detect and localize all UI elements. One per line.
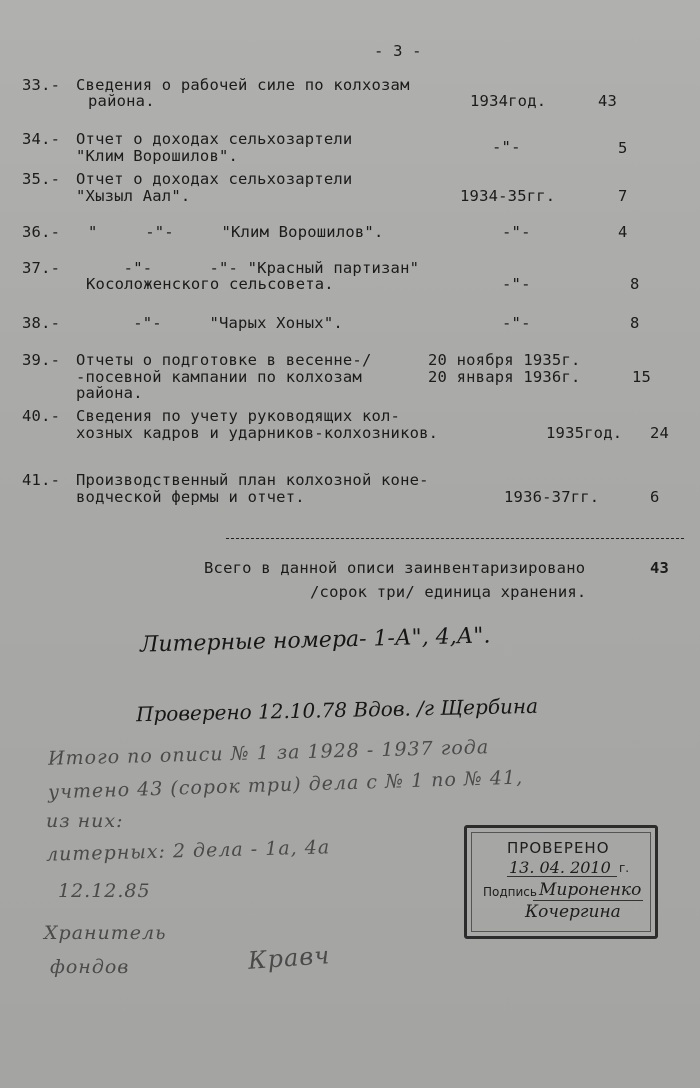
entry-35-number: 35.- [22, 170, 61, 188]
handwritten-total-line4: литерных: 2 дела - 1а, 4а [45, 836, 331, 866]
entry-41-title: Производственный план колхозной коне- [76, 471, 429, 489]
stamp-title: ПРОВЕРЕНО [507, 839, 610, 857]
stamp-date-suffix: г. [619, 861, 630, 875]
entry-36-date: -"- [502, 223, 531, 241]
entry-39-date-start: 20 ноября 1935г. [428, 351, 581, 369]
entry-35-count: 7 [618, 187, 628, 205]
handwritten-total-line2: учтено 43 (сорок три) дела с № 1 по № 41, [47, 766, 524, 804]
summary-text-cont: /сорок три/ единица хранения. [310, 583, 587, 601]
separator-line [226, 538, 684, 539]
entry-33-title-cont: района. [88, 92, 155, 110]
entry-40-date: 1935год. [546, 424, 623, 442]
stamp-sign-label: Подпись [483, 885, 537, 899]
handwritten-literal-note: Литерные номера- 1-А", 4,А". [139, 623, 491, 658]
entry-36-title: " -"- "Клим Ворошилов". [88, 223, 384, 241]
entry-38-title: -"- "Чарых Хоных". [76, 314, 343, 332]
entry-41-date: 1936-37гг. [504, 488, 600, 506]
entry-37-title: -"- -"- "Красный партизан" [76, 259, 420, 277]
stamp-signature-1: Мироненко [539, 880, 642, 900]
entry-39-title-cont: -посевной кампании по колхозам [76, 368, 362, 386]
entry-40-title: Сведения по учету руководящих кол- [76, 407, 401, 425]
entry-39-count: 15 [632, 368, 652, 386]
stamp-sign-line [533, 900, 643, 901]
entry-39-number: 39.- [22, 351, 61, 369]
entry-39-title-cont2: района. [76, 384, 143, 402]
handwritten-total-line1: Итого по описи № 1 за 1928 - 1937 года [47, 736, 490, 770]
entry-33-number: 33.- [22, 76, 61, 94]
entry-37-count: 8 [630, 275, 640, 293]
entry-34-number: 34.- [22, 130, 61, 148]
handwritten-total-line3: из них: [46, 810, 124, 832]
entry-34-title-cont: "Клим Ворошилов". [76, 147, 239, 165]
summary-text: Всего в данной описи заинвентаризировано [204, 559, 586, 577]
entry-40-title-cont: хозных кадров и ударников-колхозников. [76, 424, 439, 442]
handwritten-date: 12.12.85 [58, 880, 151, 902]
entry-37-date: -"- [502, 275, 531, 293]
entry-37-title-cont: Косоложенского сельсовета. [86, 275, 334, 293]
entry-33-date: 1934год. [470, 92, 547, 110]
verification-stamp [464, 825, 658, 939]
stamp-date: 13. 04. 2010 [509, 858, 611, 877]
entry-38-number: 38.- [22, 314, 61, 332]
entry-34-title: Отчет о доходах сельхозартели [76, 130, 353, 148]
stamp-date-line [507, 876, 617, 877]
entry-41-number: 41.- [22, 471, 61, 489]
handwritten-checked-note: Проверено 12.10.78 Вдов. /г Щербина [135, 693, 539, 727]
entry-40-count: 24 [650, 424, 670, 442]
entry-34-count: 5 [618, 139, 628, 157]
entry-33-count: 43 [598, 92, 618, 110]
entry-41-count: 6 [650, 488, 660, 506]
entry-40-number: 40.- [22, 407, 61, 425]
handwritten-keeper-title: Хранитель [44, 922, 167, 944]
entry-39-date-end: 20 января 1936г. [428, 368, 581, 386]
entry-39-title: Отчеты о подготовке в весенне-/ [76, 351, 372, 369]
entry-33-title: Сведения о рабочей силе по колхозам [76, 76, 410, 94]
handwritten-keeper-title-cont: фондов [50, 956, 130, 978]
handwritten-signature: Кравч [247, 941, 332, 975]
entry-35-title-cont: "Хызыл Аал". [76, 187, 191, 205]
entry-36-count: 4 [618, 223, 628, 241]
entry-34-date: -"- [492, 138, 521, 156]
entry-35-title: Отчет о доходах сельхозартели [76, 170, 353, 188]
entry-41-title-cont: водческой фермы и отчет. [76, 488, 305, 506]
entry-37-number: 37.- [22, 259, 61, 277]
entry-38-count: 8 [630, 314, 640, 332]
page-number: - 3 - [374, 42, 422, 60]
entry-35-date: 1934-35гг. [460, 187, 556, 205]
entry-38-date: -"- [502, 314, 531, 332]
stamp-signature-2: Кочергина [525, 902, 621, 922]
entry-36-number: 36.- [22, 223, 61, 241]
summary-count: 43 [650, 559, 670, 577]
